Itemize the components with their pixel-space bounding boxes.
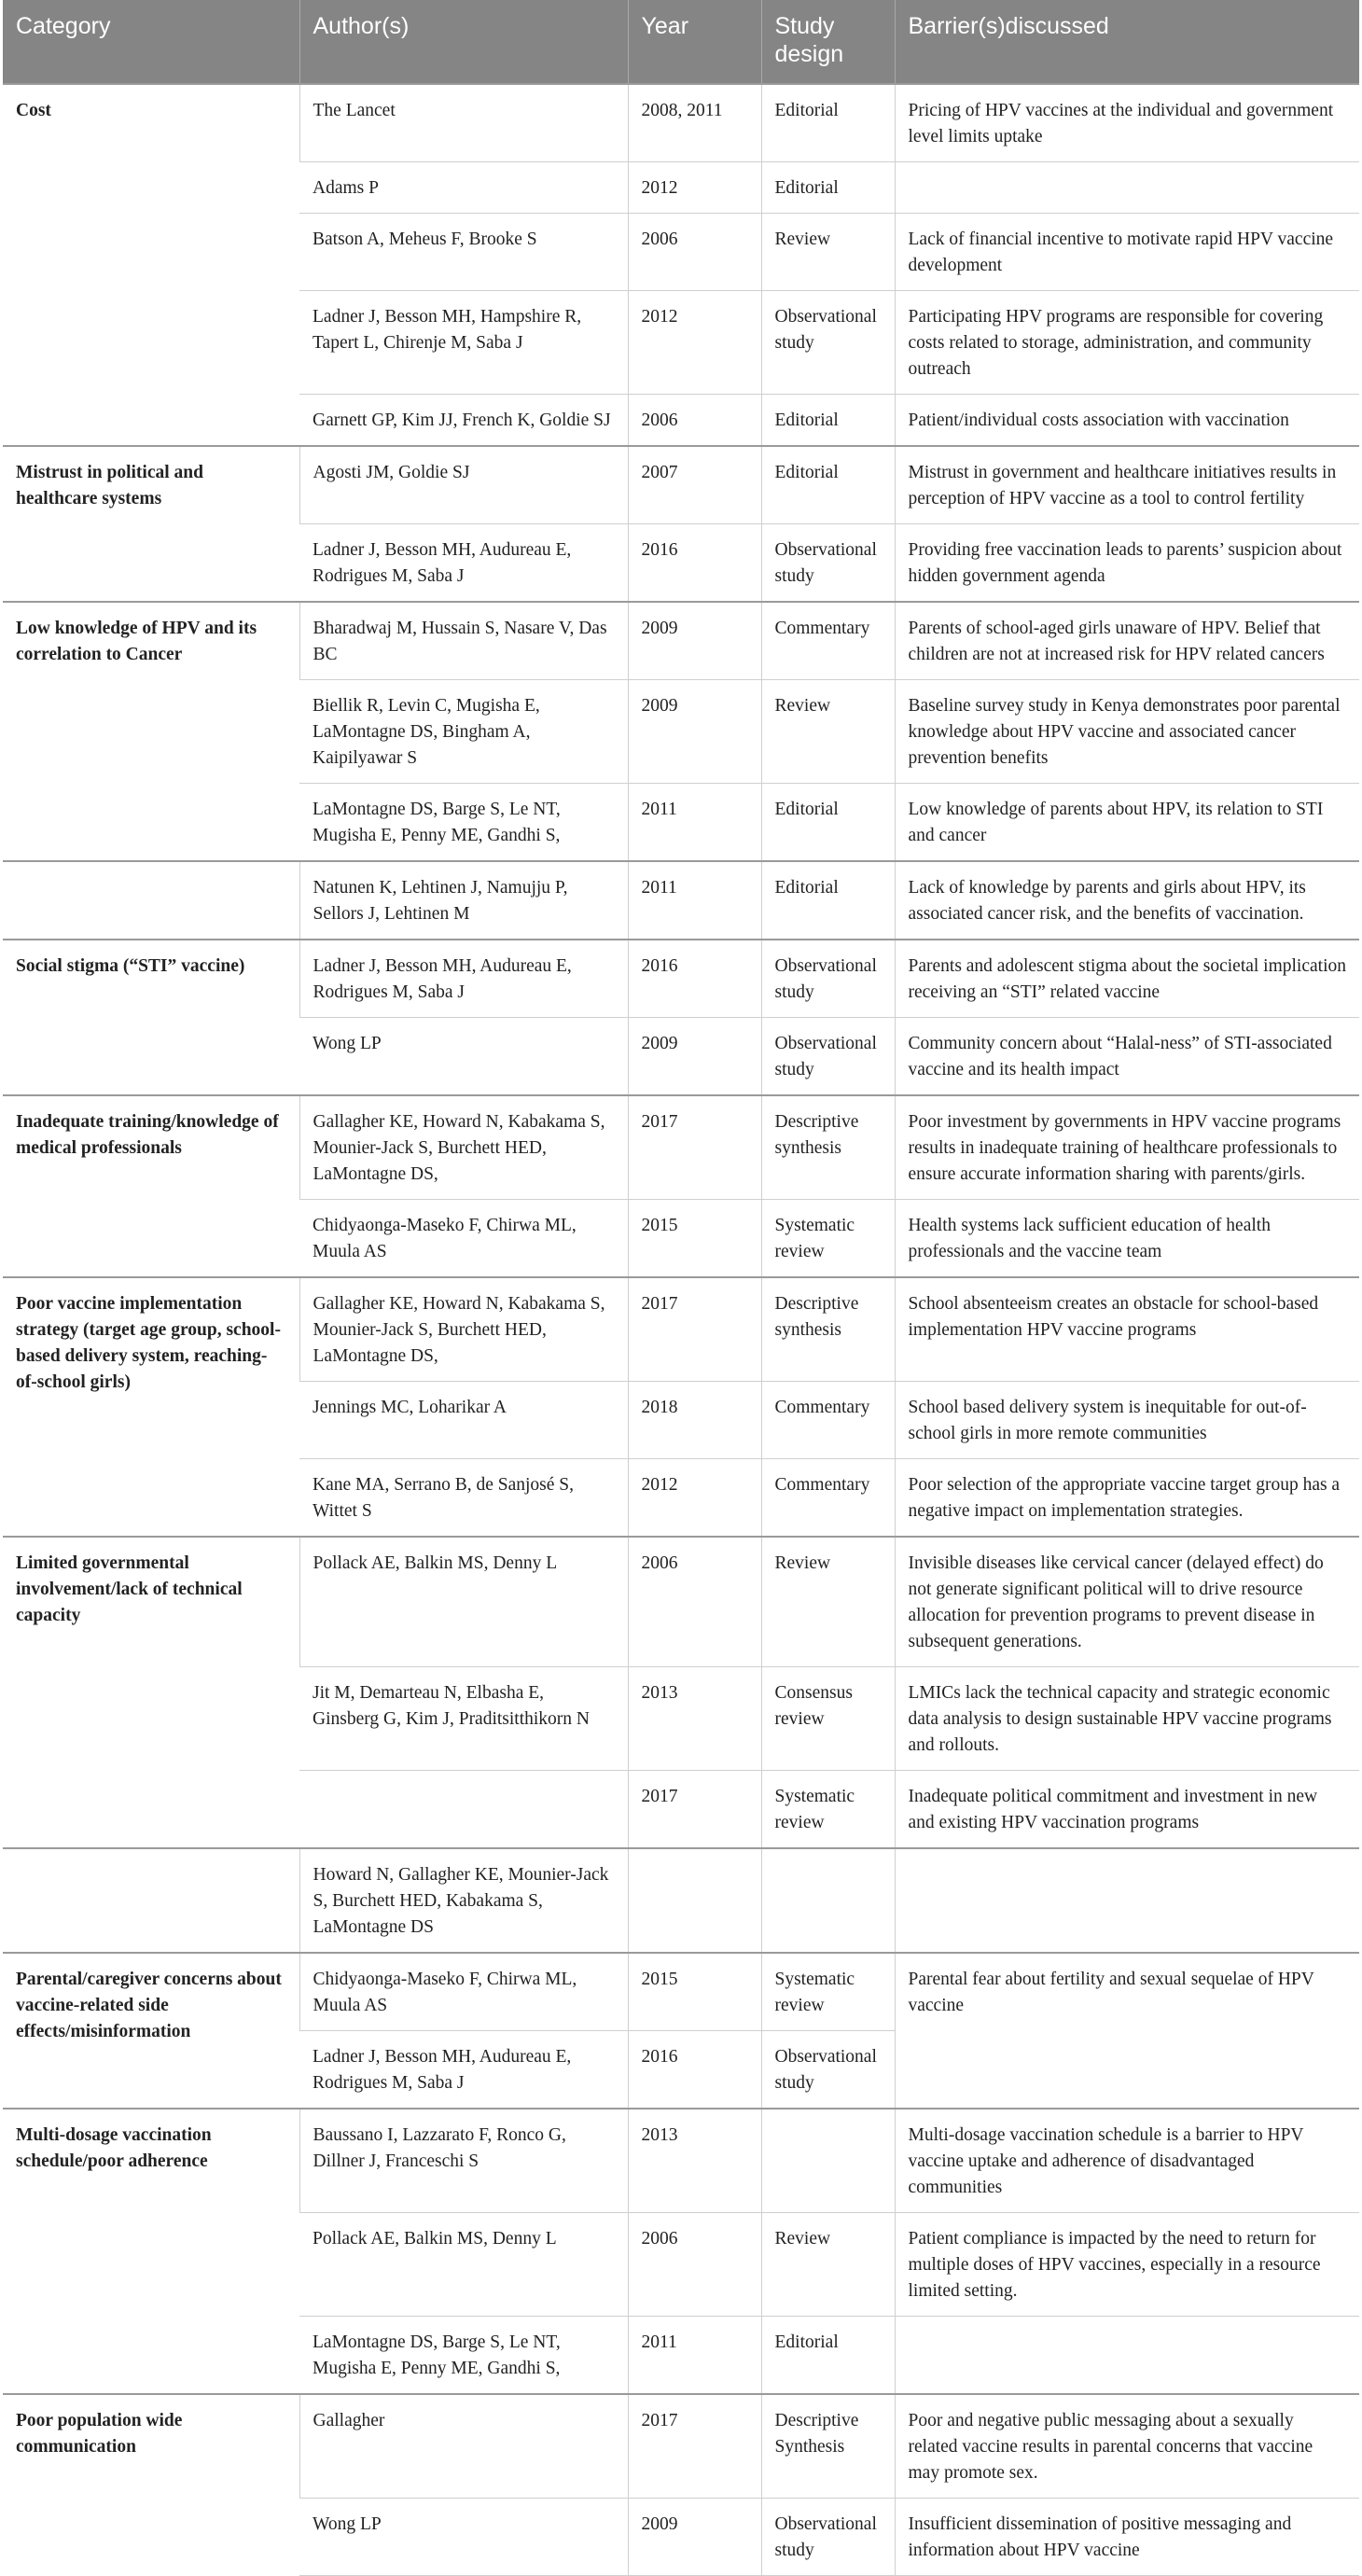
- authors-cell: Biellik R, Levin C, Mugisha E, LaMontagne DS, Bingham A, Kaipilyawar S: [299, 680, 628, 784]
- category-cell: [3, 1848, 299, 1953]
- authors-cell: Jennings MC, Loharikar A: [299, 1382, 628, 1459]
- design-cell: Commentary: [761, 1459, 895, 1538]
- barrier-cell: Patient/individual costs association with vaccination: [895, 395, 1359, 447]
- design-cell: Editorial: [761, 784, 895, 862]
- barrier-cell: Parental fear about fertility and sexual sequelae of HPV vaccine: [895, 1953, 1359, 2109]
- table-row: [3, 2394, 1359, 2499]
- authors-cell: Wong LP: [299, 1018, 628, 1096]
- design-cell: Observational study: [761, 291, 895, 395]
- authors-cell: Ladner J, Besson MH, Audureau E, Rodrigues M, Saba J: [299, 2031, 628, 2110]
- year-cell: [628, 1848, 761, 1953]
- barrier-cell: [895, 1848, 1359, 1953]
- barrier-cell: Health systems lack sufficient education of health professionals and the vaccine team: [895, 1200, 1359, 1278]
- year-cell: 2012: [628, 291, 761, 395]
- barrier-cell: Parents of school-aged girls unaware of HPV. Belief that children are not at increased risk for HPV related cancers: [895, 602, 1359, 680]
- design-cell: Editorial: [761, 84, 895, 162]
- design-cell: Observational study: [761, 940, 895, 1018]
- header-authors: Author(s): [299, 0, 628, 84]
- design-cell: Review: [761, 1537, 895, 1667]
- authors-cell: Garnett GP, Kim JJ, French K, Goldie SJ: [299, 395, 628, 447]
- year-cell: 2013: [628, 1667, 761, 1771]
- year-cell: 2006: [628, 1537, 761, 1667]
- year-cell: 2012: [628, 1459, 761, 1538]
- authors-cell: Agosti JM, Goldie SJ: [299, 446, 628, 524]
- barrier-cell: [895, 2317, 1359, 2395]
- year-cell: 2006: [628, 2213, 761, 2317]
- category-cell: Multi-dosage vaccination schedule/poor adherence: [3, 2109, 299, 2394]
- table-row: [3, 602, 1359, 680]
- authors-cell: Gallagher KE, Howard N, Kabakama S, Mounier-Jack S, Burchett HED, LaMontagne DS,: [299, 1277, 628, 1382]
- table-row: [3, 1848, 1359, 1953]
- year-cell: 2011: [628, 784, 761, 862]
- year-cell: 2017: [628, 1095, 761, 1200]
- header-category: Category: [3, 0, 299, 84]
- year-cell: 2009: [628, 680, 761, 784]
- year-cell: 2006: [628, 395, 761, 447]
- design-cell: Review: [761, 680, 895, 784]
- design-cell: Commentary: [761, 1382, 895, 1459]
- design-cell: Descriptive synthesis: [761, 1095, 895, 1200]
- authors-cell: Batson A, Meheus F, Brooke S: [299, 214, 628, 291]
- table-row: [3, 940, 1359, 1018]
- barrier-cell: Participating HPV programs are responsible for covering costs related to storage, administration, and community outreach: [895, 291, 1359, 395]
- design-cell: Descriptive synthesis: [761, 1277, 895, 1382]
- authors-cell: Jit M, Demarteau N, Elbasha E, Ginsberg G, Kim J, Praditsitthikorn N: [299, 1667, 628, 1771]
- barrier-cell: LMICs lack the technical capacity and strategic economic data analysis to design sustainable HPV vaccine programs and rollouts.: [895, 1667, 1359, 1771]
- design-cell: [761, 1848, 895, 1953]
- design-cell: Editorial: [761, 2317, 895, 2395]
- table-row: [3, 84, 1359, 162]
- barrier-cell: School absenteeism creates an obstacle for school-based implementation HPV vaccine programs: [895, 1277, 1359, 1382]
- design-cell: Observational study: [761, 524, 895, 603]
- design-cell: Editorial: [761, 446, 895, 524]
- year-cell: 2017: [628, 2394, 761, 2499]
- barrier-cell: School based delivery system is inequitable for out-of-school girls in more remote communities: [895, 1382, 1359, 1459]
- barrier-cell: Patient compliance is impacted by the need to return for multiple doses of HPV vaccines, especially in a resource limited setting.: [895, 2213, 1359, 2317]
- year-cell: 2007: [628, 446, 761, 524]
- authors-cell: Baussano I, Lazzarato F, Ronco G, Dillner J, Franceschi S: [299, 2109, 628, 2213]
- barrier-cell: Multi-dosage vaccination schedule is a barrier to HPV vaccine uptake and adherence of disadvantaged communities: [895, 2109, 1359, 2213]
- year-cell: 2009: [628, 2499, 761, 2576]
- year-cell: 2009: [628, 602, 761, 680]
- year-cell: 2006: [628, 214, 761, 291]
- year-cell: 2015: [628, 1200, 761, 1278]
- barrier-cell: Poor investment by governments in HPV vaccine programs results in inadequate training of healthcare professionals to ensure accurate information sharing with parents/girls.: [895, 1095, 1359, 1200]
- table-row: [3, 446, 1359, 524]
- category-cell: Poor population wide communication: [3, 2394, 299, 2576]
- year-cell: 2008, 2011: [628, 84, 761, 162]
- design-cell: Editorial: [761, 162, 895, 214]
- authors-cell: The Lancet: [299, 84, 628, 162]
- barrier-cell: Low knowledge of parents about HPV, its relation to STI and cancer: [895, 784, 1359, 862]
- header-study-design: Study design: [761, 0, 895, 84]
- authors-cell: LaMontagne DS, Barge S, Le NT, Mugisha E, Penny ME, Gandhi S,: [299, 784, 628, 862]
- authors-cell: [299, 1771, 628, 1849]
- authors-cell: LaMontagne DS, Barge S, Le NT, Mugisha E, Penny ME, Gandhi S,: [299, 2317, 628, 2395]
- authors-cell: Adams P: [299, 162, 628, 214]
- authors-cell: Chidyaonga-Maseko F, Chirwa ML, Muula AS: [299, 1200, 628, 1278]
- category-cell: Low knowledge of HPV and its correlation to Cancer: [3, 602, 299, 861]
- year-cell: 2012: [628, 162, 761, 214]
- authors-cell: Pollack AE, Balkin MS, Denny L: [299, 1537, 628, 1667]
- barrier-cell: Lack of financial incentive to motivate rapid HPV vaccine development: [895, 214, 1359, 291]
- category-cell: Limited governmental involvement/lack of technical capacity: [3, 1537, 299, 1848]
- year-cell: 2011: [628, 2317, 761, 2395]
- year-cell: 2016: [628, 940, 761, 1018]
- design-cell: Editorial: [761, 861, 895, 940]
- authors-cell: Bharadwaj M, Hussain S, Nasare V, Das BC: [299, 602, 628, 680]
- barrier-cell: Providing free vaccination leads to parents’ suspicion about hidden government agenda: [895, 524, 1359, 603]
- design-cell: Observational study: [761, 1018, 895, 1096]
- year-cell: 2009: [628, 1018, 761, 1096]
- barrier-cell: Mistrust in government and healthcare initiatives results in perception of HPV vaccine as a tool to control fertility: [895, 446, 1359, 524]
- design-cell: Observational study: [761, 2031, 895, 2110]
- design-cell: Commentary: [761, 602, 895, 680]
- barrier-cell: Parents and adolescent stigma about the societal implication receiving an “STI” related vaccine: [895, 940, 1359, 1018]
- category-cell: Mistrust in political and healthcare systems: [3, 446, 299, 602]
- barrier-cell: Lack of knowledge by parents and girls about HPV, its associated cancer risk, and the benefits of vaccination.: [895, 861, 1359, 940]
- year-cell: 2018: [628, 1382, 761, 1459]
- authors-cell: Gallagher KE, Howard N, Kabakama S, Mounier-Jack S, Burchett HED, LaMontagne DS,: [299, 1095, 628, 1200]
- year-cell: 2013: [628, 2109, 761, 2213]
- table-header: [3, 0, 1359, 84]
- category-cell: [3, 861, 299, 940]
- design-cell: Editorial: [761, 395, 895, 447]
- design-cell: Systematic review: [761, 1953, 895, 2031]
- barrier-cell: Invisible diseases like cervical cancer (delayed effect) do not generate significant political will to drive resource allocation for prevention programs to prevent disease in subsequent generations.: [895, 1537, 1359, 1667]
- table-row: [3, 1537, 1359, 1667]
- year-cell: 2011: [628, 861, 761, 940]
- design-cell: Systematic review: [761, 1771, 895, 1849]
- year-cell: 2016: [628, 524, 761, 603]
- barrier-cell: Inadequate political commitment and investment in new and existing HPV vaccination programs: [895, 1771, 1359, 1849]
- category-cell: Poor vaccine implementation strategy (target age group, school-based delivery system, reaching-of-school girls): [3, 1277, 299, 1537]
- authors-cell: Ladner J, Besson MH, Hampshire R, Tapert L, Chirenje M, Saba J: [299, 291, 628, 395]
- header-year: Year: [628, 0, 761, 84]
- authors-cell: Ladner J, Besson MH, Audureau E, Rodrigues M, Saba J: [299, 524, 628, 603]
- authors-cell: Ladner J, Besson MH, Audureau E, Rodrigues M, Saba J: [299, 940, 628, 1018]
- barrier-cell: Baseline survey study in Kenya demonstrates poor parental knowledge about HPV vaccine and associated cancer prevention benefits: [895, 680, 1359, 784]
- authors-cell: Wong LP: [299, 2499, 628, 2576]
- barrier-cell: Poor selection of the appropriate vaccine target group has a negative impact on implementation strategies.: [895, 1459, 1359, 1538]
- design-cell: Systematic review: [761, 1200, 895, 1278]
- design-cell: Observational study: [761, 2499, 895, 2576]
- category-cell: Social stigma (“STI” vaccine): [3, 940, 299, 1095]
- design-cell: Review: [761, 2213, 895, 2317]
- table-row: [3, 1277, 1359, 1382]
- table-row: [3, 1095, 1359, 1200]
- authors-cell: Howard N, Gallagher KE, Mounier-Jack S, Burchett HED, Kabakama S, LaMontagne DS: [299, 1848, 628, 1953]
- barrier-cell: [895, 162, 1359, 214]
- header-row: [3, 0, 1359, 84]
- category-cell: Parental/caregiver concerns about vaccine-related side effects/misinformation: [3, 1953, 299, 2109]
- authors-cell: Kane MA, Serrano B, de Sanjosé S, Wittet S: [299, 1459, 628, 1538]
- authors-cell: Chidyaonga-Maseko F, Chirwa ML, Muula AS: [299, 1953, 628, 2031]
- authors-cell: Pollack AE, Balkin MS, Denny L: [299, 2213, 628, 2317]
- barrier-cell: Insufficient dissemination of positive messaging and information about HPV vaccine: [895, 2499, 1359, 2576]
- table-row: [3, 2109, 1359, 2213]
- design-cell: Consensus review: [761, 1667, 895, 1771]
- design-cell: Review: [761, 214, 895, 291]
- table-row: [3, 861, 1359, 940]
- barriers-table: [3, 0, 1359, 2576]
- year-cell: 2015: [628, 1953, 761, 2031]
- barrier-cell: Pricing of HPV vaccines at the individual and government level limits uptake: [895, 84, 1359, 162]
- authors-cell: Gallagher: [299, 2394, 628, 2499]
- category-cell: Cost: [3, 84, 299, 446]
- category-cell: Inadequate training/knowledge of medical professionals: [3, 1095, 299, 1277]
- year-cell: 2016: [628, 2031, 761, 2110]
- table-row: [3, 1953, 1359, 2031]
- design-cell: [761, 2109, 895, 2213]
- table-body: [3, 84, 1359, 2576]
- year-cell: 2017: [628, 1771, 761, 1849]
- barrier-cell: Poor and negative public messaging about a sexually related vaccine results in parental concerns that vaccine may promote sex.: [895, 2394, 1359, 2499]
- barrier-cell: Community concern about “Halal-ness” of STI-associated vaccine and its health impact: [895, 1018, 1359, 1096]
- authors-cell: Natunen K, Lehtinen J, Namujju P, Sellors J, Lehtinen M: [299, 861, 628, 940]
- header-barriers: Barrier(s)discussed: [895, 0, 1359, 84]
- year-cell: 2017: [628, 1277, 761, 1382]
- design-cell: Descriptive Synthesis: [761, 2394, 895, 2499]
